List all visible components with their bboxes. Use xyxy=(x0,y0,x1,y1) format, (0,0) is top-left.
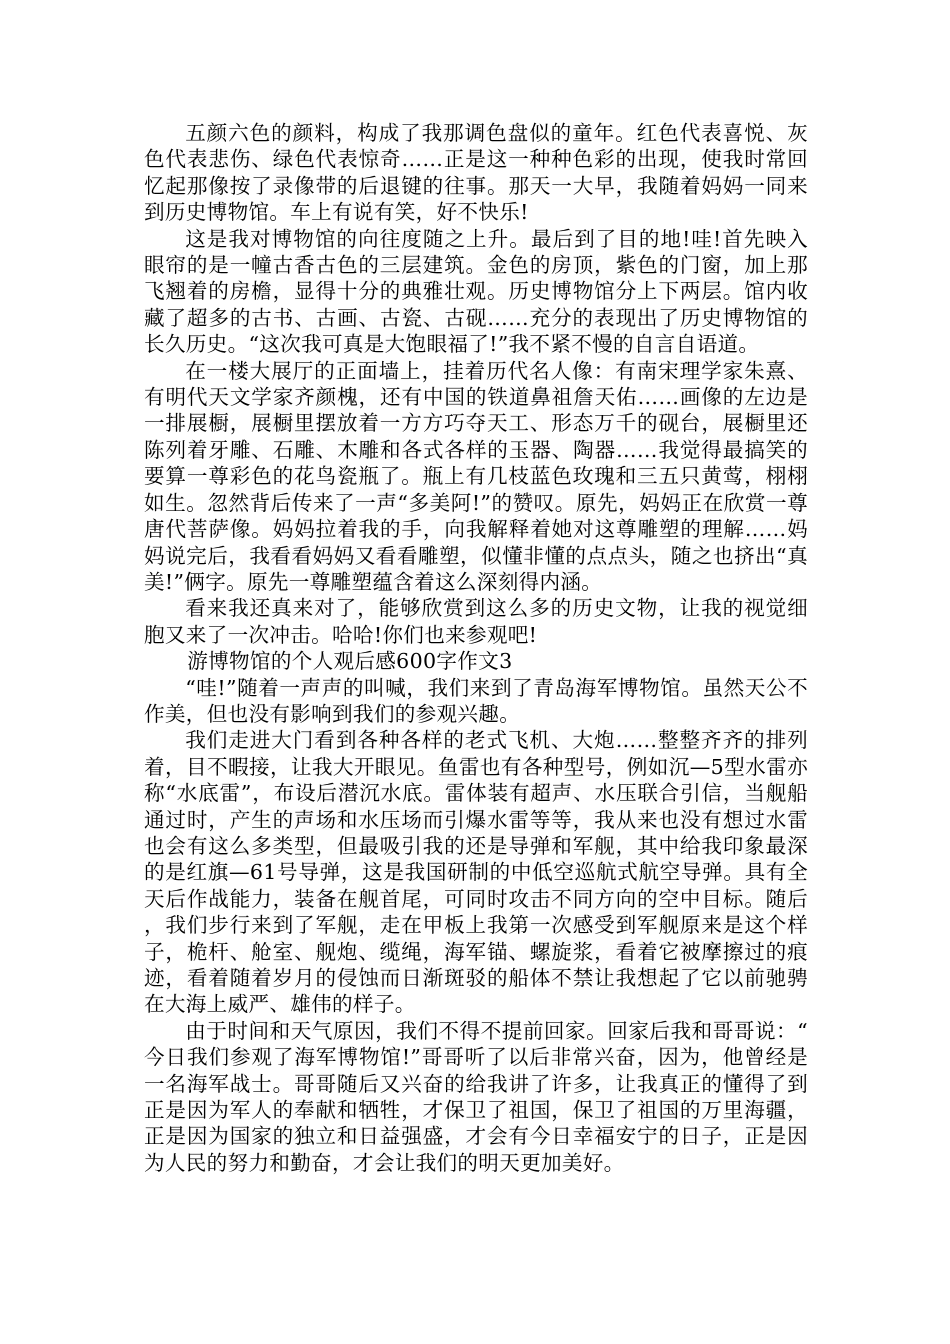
paragraph-2: 这是我对博物馆的向往度随之上升。最后到了目的地!哇!首先映入眼帘的是一幢古香古色的三层建筑。金色的房顶，紫色的门窗，加上那飞翘着的房檐，显得十分的典雅壮观。历史博物馆分上下两层。馆内收藏了超多的古书、古画、古瓷、古砚……充分的表现出了历史博物馆的长久历史。“这次我可真是大饱眼福了!”我不紧不慢的自言自语道。 xyxy=(144,226,808,357)
document-page xyxy=(144,120,808,1176)
paragraph-1: 五颜六色的颜料，构成了我那调色盘似的童年。红色代表喜悦、灰色代表悲伤、绿色代表惊奇……正是这一种种色彩的出现，使我时常回忆起那像按了录像带的后退键的往事。那天一大早，我随着妈妈一同来到历史博物馆。车上有说有笑，好不快乐! xyxy=(144,121,808,225)
paragraph-5: “哇!”随着一声声的叫喊，我们来到了青岛海军博物馆。虽然天公不作美，但也没有影响到我们的参观兴趣。 xyxy=(144,675,808,726)
paragraph-6: 我们走进大门看到各种各样的老式飞机、大炮……整整齐齐的排列着，目不暇接，让我大开眼见。鱼雷也有各种型号，例如沉—5型水雷亦称“水底雷”，布设后潜沉水底。雷体装有超声、水压联合引信，当舰船通过时，产生的声场和水压场而引爆水雷等等，我从来也没有想过水雷也会有这么多类型，但最吸引我的还是导弹和军舰，其中给我印象最深的是红旗—61号导弹，这是我国研制的中低空巡航式航空导弹。具有全天后作战能力，装备在舰首尾，可同时攻击不同方向的空中目标。随后，我们步行来到了军舰，走在甲板上我第一次感受到军舰原来是这个样子，桅杆、舱室、舰炮、缆绳，海军锚、螺旋浆，看着它被摩擦过的痕迹，看着随着岁月的侵蚀而日渐斑驳的船体不禁让我想起了它以前驰骋在大海上威严、雄伟的样子。 xyxy=(144,728,808,1017)
paragraph-7: 由于时间和天气原因，我们不得不提前回家。回家后我和哥哥说：“今日我们参观了海军博物馆!”哥哥听了以后非常兴奋，因为，他曾经是一名海军战士。哥哥随后又兴奋的给我讲了许多，让我真正的懂得了到正是因为军人的奉献和牺牲，才保卫了祖国，保卫了祖国的万里海疆，正是因为国家的独立和日益强盛，才会有今日幸福安宁的日子，正是因为人民的努力和勤奋，才会让我们的明天更加美好。 xyxy=(144,1018,808,1175)
paragraph-4: 看来我还真来对了，能够欣赏到这么多的历史文物，让我的视觉细胞又来了一次冲击。哈哈!你们也来参观吧! xyxy=(144,596,808,647)
paragraph-3: 在一楼大展厅的正面墙上，挂着历代名人像：有南宋理学家朱熹、有明代天文学家齐颜槐，还有中国的铁道鼻祖詹天佑……画像的左边是一排展橱，展橱里摆放着一方方巧夺天工、形态万千的砚台，展橱里还陈列着牙雕、石雕、木雕和各式各样的玉器、陶器……我觉得最搞笑的要算一尊彩色的花鸟瓷瓶了。瓶上有几枝蓝色玫瑰和三五只黄莺，栩栩如生。忽然背后传来了一声“多美阿!”的赞叹。原先，妈妈正在欣赏一尊唐代菩萨像。妈妈拉着我的手，向我解释着她对这尊雕塑的理解……妈妈说完后，我看看妈妈又看看雕塑，似懂非懂的点点头，随之也挤出“真美!”俩字。原先一尊雕塑蕴含着这么深刻得内涵。 xyxy=(144,358,808,594)
section-heading: 游博物馆的个人观后感600字作文3 xyxy=(187,649,513,674)
